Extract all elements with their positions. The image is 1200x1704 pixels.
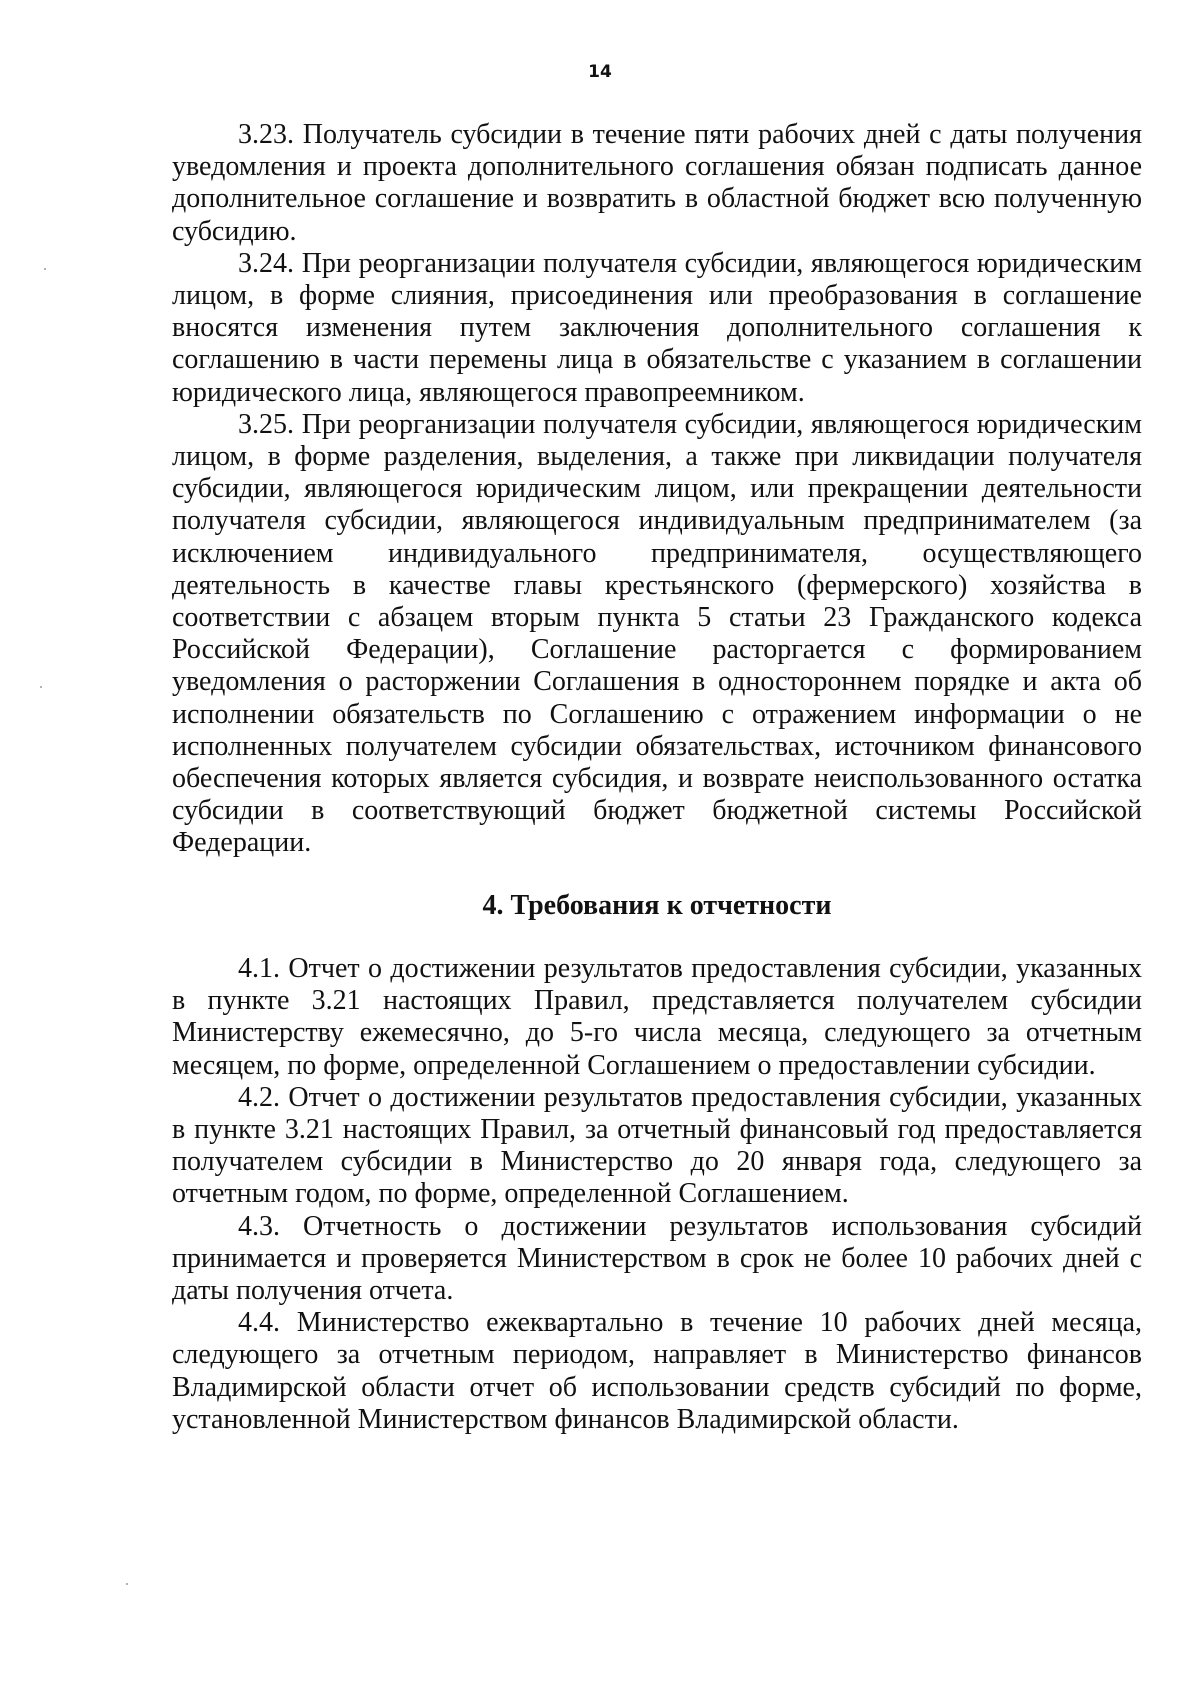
section-3-continuation <box>172 119 1142 860</box>
paragraph-4-2: 4.2. Отчет о достижении результатов предоставления субсидии, указанных в пункте 3.21 настоящих Правил, за отчетный финансовый год предоставляется получателем субсидии в Министерство до 20 января года, следующего за отчетным годом, по форме, определенной Соглашением. <box>172 1081 1142 1210</box>
section-4-body <box>172 953 1142 1436</box>
page-number: 14 <box>588 62 612 82</box>
paragraph-4-4: 4.4. Министерство ежеквартально в течение 10 рабочих дней месяца, следующего за отчетным периодом, направляет в Министерство финансов Владимирской области отчет об использовании средств субсидий по форме, установленной Министерством финансов Владимирской области. <box>172 1307 1142 1435</box>
paragraph-3-23: 3.23. Получатель субсидии в течение пяти рабочих дней с даты получения уведомления и проекта дополнительного соглашения обязан подписать данное дополнительное соглашение и возвратить в областной бюджет всю полученную субсидию. <box>172 119 1142 247</box>
paragraph-3-24: 3.24. При реорганизации получателя субсидии, являющегося юридическим лицом, в форме слияния, присоединения или преобразования в соглашение вносятся изменения путем заключения дополнительного соглашения к соглашению в части перемены лица в обязательстве с указанием в соглашении юридического лица, являющегося правопреемником. <box>172 247 1142 408</box>
scan-speck <box>126 1583 128 1585</box>
section-4-heading: 4. Требования к отчетности <box>482 890 832 921</box>
paragraph-4-3: 4.3. Отчетность о достижении результатов использования субсидий принимается и проверяется Министерством в срок не более 10 рабочих дней с даты получения отчета. <box>172 1210 1142 1307</box>
paragraph-4-1: 4.1. Отчет о достижении результатов предоставления субсидии, указанных в пункте 3.21 настоящих Правил, представляется получателем субсидии Министерству ежемесячно, до 5-го числа месяца, следующего за отчетным месяцем, по форме, определенной Соглашением о предоставлении субсидии. <box>172 953 1142 1081</box>
paragraph-3-25: 3.25. При реорганизации получателя субсидии, являющегося юридическим лицом, в форме разделения, выделения, а также при ликвидации получателя субсидии, являющегося юридическим лицом, или прекращении деятельности получателя субсидии, являющегося индивидуальным предпринимателем (за исключением индивидуального предпринимателя, осуществляющего деятельность в качестве главы крестьянского (фермерского) хозяйства в соответствии с абзацем вторым пункта 5 статьи 23 Гражданского кодекса Российской Федерации), Соглашение расторгается с формированием уведомления о расторжении Соглашения в одностороннем порядке и акта об исполнении обязательств по Соглашению с отражением информации о не исполненных получателем субсидии обязательствах, источником финансового обеспечения которых является субсидия, и возврате неиспользованного остатка субсидии в соответствующий бюджет бюджетной системы Российской Федерации. <box>172 408 1142 859</box>
scan-speck <box>44 268 46 270</box>
scan-speck <box>40 686 42 688</box>
